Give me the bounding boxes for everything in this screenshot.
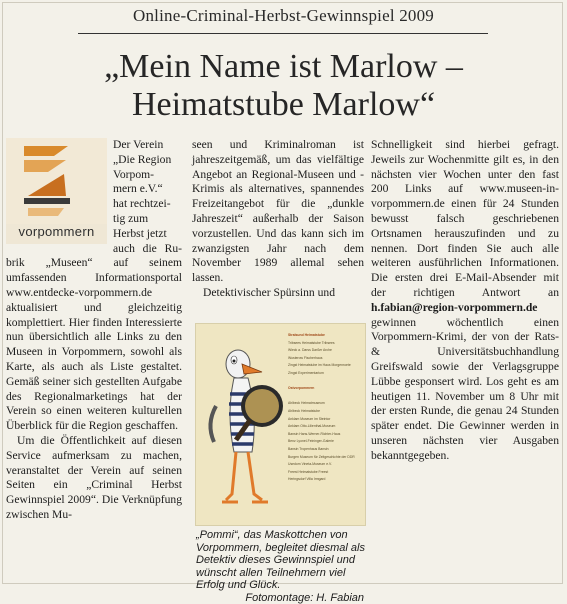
intro-line: auch die Ru- bbox=[113, 242, 182, 255]
museum-list-item: Benz Lyonel-Feininger-Galerie bbox=[288, 438, 364, 446]
museum-list-item bbox=[288, 393, 364, 401]
intro-line: hat rechtzei- bbox=[113, 197, 171, 210]
photo-credit: Fotomontage: H. Fabian bbox=[196, 592, 368, 604]
pommi-photo bbox=[195, 323, 366, 526]
col3-text-end: gewinnen wöchentlich einen Vorpommern-Krimi, der von der Rats- & Universitätsbuchhandlung Greifswald sowie der Verlagsgruppe Lübbe gesponsert wird. Los geht es am heutigen 11. November um 8 Uhr mit der ersten Runde, die genau 24 Stunden später endet. Die Gewinner werden in unseren nächsten vier Ausgaben bekanntgegeben. bbox=[371, 316, 559, 462]
article-kicker: Online-Criminal-Herbst-Gewinnspiel 2009 bbox=[0, 6, 567, 26]
col1-paragraph-2: Um die Öffentlichkeit auf diesen Service aufmerksam zu machen, veranstaltet der Verein auf seinen Seiten ein „Criminal Herbst Gewinnspiel 2009“. Die Verknüpfung zwischen Mu- bbox=[6, 434, 182, 523]
kicker-underline bbox=[78, 33, 488, 34]
vorpommern-logo bbox=[6, 138, 107, 244]
col3-text: Schnelligkeit sind hierbei gefragt. Jeweils zur Wochenmitte gilt es, in den nächsten vier Wochen unter den fast 200 Links auf www.museen-in-vorpommern.de einen für 24 Stunden bewusst falsch geschriebenen Ortsnamen herauszufinden und zu nennen. Dort finden Sie auch alle weiteren ausführlichen Informationen. Die ersten drei E-Mail-Absender mit der richtigen Antwort an bbox=[371, 138, 559, 299]
intro-line: tig zum bbox=[113, 212, 148, 225]
photo-caption bbox=[196, 529, 368, 604]
headline-line-2: Heimatstube Marlow“ bbox=[132, 86, 435, 123]
museum-list-item: Heringsdorf Villa Irmgard bbox=[288, 476, 364, 484]
col1-text: brik „Museen“ auf seinem umfassenden Informationsportal www.entdecke-vorpommern.de aktualisiert und gleichzeitig komplettiert. Hier finden Interessierte nun übersichtlich alle Links zu den Museen in Vorpommern, sowohl als Karte, als auch als Liste gestaltet. Gemäß seiner sich gestellten Aufgabe des Regionalmarketings hat der Verein so einen weiteren kulturellen Überblick für die Region geschaffen. bbox=[6, 256, 182, 432]
column-2 bbox=[192, 138, 364, 301]
museum-list-item: Ahlbeck Heimatmuseum bbox=[288, 400, 364, 408]
museum-list-item: Anklam Otto-Lilienthal-Museum bbox=[288, 423, 364, 431]
museum-list-item: Tribsees Heimatstube Tribsees bbox=[288, 340, 364, 348]
museum-list-item: Stralsund Heimatstube bbox=[288, 332, 364, 340]
museum-list-item: Ahlbeck Heimatstube bbox=[288, 408, 364, 416]
col3-paragraph-1 bbox=[371, 138, 559, 464]
intro-line: Vorpom- bbox=[113, 168, 154, 181]
museum-list-item: Zingst Heimatstube im Haus Morgenroete bbox=[288, 362, 364, 370]
museum-list-item: Bansin Tropenhaus Bansin bbox=[288, 446, 364, 454]
museum-list-item: Freest Heimatstube Freest bbox=[288, 469, 364, 477]
intro-line: „Die Region bbox=[113, 153, 171, 166]
museum-list bbox=[288, 332, 364, 484]
column-3 bbox=[371, 138, 559, 464]
vorpommern-logo-graphic bbox=[6, 138, 107, 224]
intro-line: Der Verein bbox=[113, 138, 163, 151]
museum-list-item: Usedom Vineta-Museum e.V. bbox=[288, 461, 364, 469]
museum-list-item: Wieck a. Darss Darßer Arche bbox=[288, 347, 364, 355]
museum-list-item: Wusterow Fischerhaus bbox=[288, 355, 364, 363]
contact-email: h.fabian@region-vorpommern.de bbox=[371, 301, 537, 314]
caption-text: „Pommi“, das Maskottchen von Vorpommern, begleitet diesmal als Detektiv dieses Gewinnspiel und wünscht allen Teilnehmern viel Erfolg und Glück. bbox=[196, 529, 365, 591]
intro-line: mern e.V.“ bbox=[113, 182, 163, 195]
museum-list-item: Bansin Hans-Werner-Richter-Haus bbox=[288, 431, 364, 439]
intro-line: Herbst jetzt bbox=[113, 227, 167, 240]
logo-text: vorpommern bbox=[8, 225, 105, 240]
museum-list-item: Zingst Experimentarium bbox=[288, 370, 364, 378]
col2-paragraph-2: Detektivischer Spürsinn und bbox=[192, 286, 364, 301]
headline-line-1: „Mein Name ist Marlow – bbox=[104, 48, 463, 85]
col2-paragraph-1: seen und Kriminalroman ist jahreszeitgemäß, um das vielfältige Angebot an Regional-Museen und -Krimis als alternatives, spannendes Freizeitangebot für die „dunkle Jahreszeit“ außerhalb der Saison vorzustellen. Und das kann sich im zwanzigsten Jahr nach dem November 1989 allemal sehen lassen. bbox=[192, 138, 364, 286]
column-1 bbox=[6, 138, 182, 523]
museum-list-item: Anklam Museum im Steintor bbox=[288, 416, 364, 424]
museum-list-item bbox=[288, 378, 364, 386]
museum-list-heading: Ostvorpommern bbox=[288, 385, 364, 393]
museum-list-item: Burgen Museum für Zeitgeschichte der DDR bbox=[288, 454, 364, 462]
article-headline bbox=[0, 48, 567, 124]
